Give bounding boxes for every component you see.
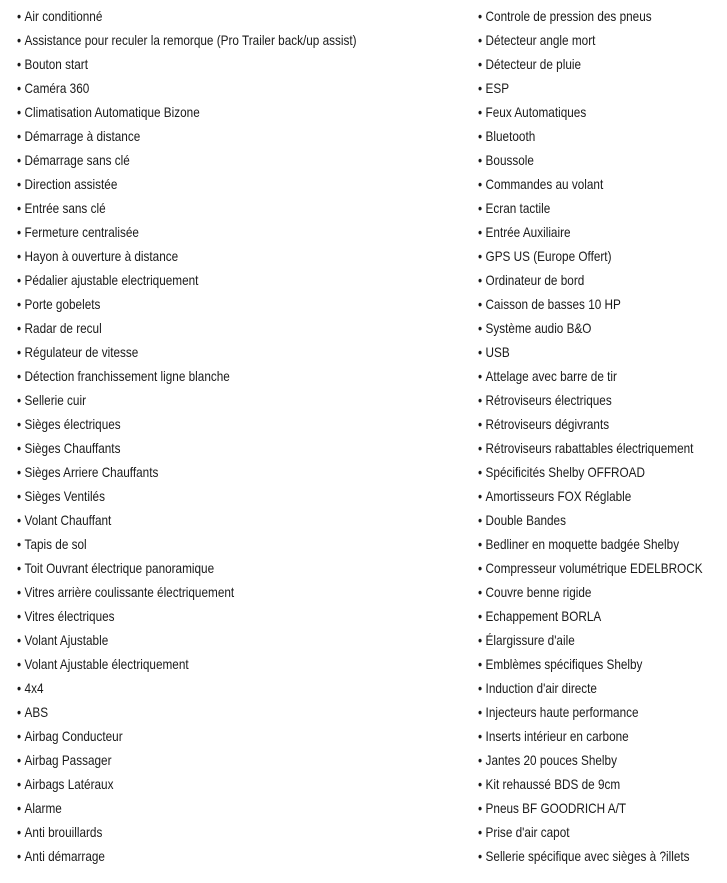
equipment-label: Détecteur angle mort: [485, 32, 596, 48]
equipment-label: Assistance pour reculer la remorque (Pro Trailer back/up assist): [24, 32, 357, 48]
bullet-icon: [478, 820, 486, 844]
bullet-icon: [17, 772, 25, 796]
bullet-icon: [17, 412, 25, 436]
bullet-icon: [478, 196, 486, 220]
bullet-icon: [17, 748, 25, 772]
equipment-item: [17, 196, 399, 220]
bullet-icon: [17, 244, 25, 268]
equipment-label: Tapis de sol: [24, 536, 87, 552]
bullet-icon: [17, 4, 25, 28]
bullet-icon: [17, 76, 25, 100]
equipment-item: [17, 28, 399, 52]
bullet-icon: [478, 172, 486, 196]
bullet-icon: [478, 460, 486, 484]
bullet-icon: [478, 364, 486, 388]
equipment-label: USB: [485, 344, 510, 360]
bullet-icon: [478, 388, 486, 412]
equipment-item: [478, 364, 687, 388]
equipment-list-right: [478, 4, 727, 868]
equipment-item: [478, 316, 687, 340]
equipment-label: Emblèmes spécifiques Shelby: [485, 656, 643, 672]
equipment-label: Sièges Ventilés: [24, 488, 105, 504]
equipment-item: [17, 292, 399, 316]
equipment-item: [478, 820, 687, 844]
bullet-icon: [478, 580, 486, 604]
bullet-icon: [17, 292, 25, 316]
bullet-icon: [17, 52, 25, 76]
equipment-item: [17, 4, 399, 28]
bullet-icon: [478, 124, 486, 148]
bullet-icon: [17, 676, 25, 700]
equipment-item: [17, 148, 399, 172]
equipment-label: Airbag Conducteur: [24, 728, 123, 744]
bullet-icon: [478, 244, 486, 268]
equipment-item: [478, 244, 687, 268]
bullet-icon: [478, 676, 486, 700]
equipment-label: Sièges Chauffants: [24, 440, 121, 456]
equipment-label: ABS: [24, 704, 49, 720]
equipment-item: [478, 628, 687, 652]
bullet-icon: [478, 700, 486, 724]
equipment-item: [17, 508, 399, 532]
equipment-item: [17, 172, 399, 196]
equipment-item: [478, 148, 687, 172]
bullet-icon: [478, 748, 486, 772]
bullet-icon: [17, 196, 25, 220]
equipment-item: [478, 220, 687, 244]
equipment-list-left: [17, 4, 472, 868]
equipment-label: Sièges Arriere Chauffants: [24, 464, 159, 480]
bullet-icon: [478, 340, 486, 364]
bullet-icon: [478, 28, 486, 52]
equipment-label: Caméra 360: [24, 80, 90, 96]
equipment-item: [478, 604, 687, 628]
bullet-icon: [478, 604, 486, 628]
equipment-item: [478, 52, 687, 76]
equipment-item: [17, 460, 399, 484]
bullet-icon: [17, 796, 25, 820]
equipment-label: GPS US (Europe Offert): [485, 248, 612, 264]
bullet-icon: [17, 604, 25, 628]
bullet-icon: [17, 100, 25, 124]
bullet-icon: [17, 580, 25, 604]
equipment-item: [478, 532, 687, 556]
equipment-item: [478, 28, 687, 52]
equipment-item: [17, 796, 399, 820]
equipment-label: Système audio B&O: [485, 320, 592, 336]
equipment-label: Rétroviseurs dégivrants: [485, 416, 610, 432]
equipment-item: [17, 844, 399, 868]
equipment-label: Entrée Auxiliaire: [485, 224, 571, 240]
bullet-icon: [17, 820, 25, 844]
equipment-item: [478, 484, 687, 508]
equipment-item: [478, 652, 687, 676]
equipment-label: Boussole: [485, 152, 534, 168]
equipment-label: Induction d'air directe: [485, 680, 597, 696]
equipment-item: [478, 196, 687, 220]
equipment-item: [478, 100, 687, 124]
equipment-item: [478, 724, 687, 748]
bullet-icon: [17, 652, 25, 676]
equipment-label: Régulateur de vitesse: [24, 344, 139, 360]
equipment-label: Feux Automatiques: [485, 104, 587, 120]
equipment-item: [17, 700, 399, 724]
equipment-label: Pneus BF GOODRICH A/T: [485, 800, 627, 816]
equipment-label: Volant Chauffant: [24, 512, 112, 528]
equipment-item: [478, 436, 694, 460]
bullet-icon: [478, 652, 486, 676]
equipment-item: [478, 172, 687, 196]
equipment-label: Ordinateur de bord: [485, 272, 585, 288]
equipment-label: Compresseur volumétrique EDELBROCK: [485, 560, 703, 576]
equipment-label: Couvre benne rigide: [485, 584, 592, 600]
equipment-item: [17, 100, 399, 124]
equipment-item: [478, 508, 687, 532]
bullet-icon: [17, 436, 25, 460]
equipment-item: [17, 436, 399, 460]
equipment-label: Jantes 20 pouces Shelby: [485, 752, 617, 768]
equipment-item: [17, 244, 399, 268]
equipment-label: Entrée sans clé: [24, 200, 106, 216]
equipment-label: Injecteurs haute performance: [485, 704, 639, 720]
bullet-icon: [17, 484, 25, 508]
equipment-item: [478, 748, 687, 772]
equipment-label: Airbag Passager: [24, 752, 112, 768]
equipment-label: Bedliner en moquette badgée Shelby: [485, 536, 680, 552]
equipment-label: Kit rehaussé BDS de 9cm: [485, 776, 621, 792]
equipment-item: [17, 580, 399, 604]
bullet-icon: [17, 124, 25, 148]
equipment-item: [478, 700, 687, 724]
equipment-label: Bluetooth: [485, 128, 536, 144]
equipment-item: [17, 748, 399, 772]
equipment-item: [478, 292, 687, 316]
bullet-icon: [17, 508, 25, 532]
equipment-label: Fermeture centralisée: [24, 224, 139, 240]
equipment-label: Double Bandes: [485, 512, 566, 528]
equipment-label: Détection franchissement ligne blanche: [24, 368, 230, 384]
bullet-icon: [17, 628, 25, 652]
equipment-item: [17, 268, 399, 292]
bullet-icon: [478, 484, 486, 508]
equipment-item: [478, 340, 687, 364]
equipment-item: [478, 580, 687, 604]
equipment-item: [478, 844, 690, 868]
bullet-icon: [478, 436, 486, 460]
equipment-label: Démarrage à distance: [24, 128, 141, 144]
bullet-icon: [478, 556, 486, 580]
bullet-icon: [17, 460, 25, 484]
equipment-label: Hayon à ouverture à distance: [24, 248, 179, 264]
equipment-label: Spécificités Shelby OFFROAD: [485, 464, 646, 480]
bullet-icon: [478, 76, 486, 100]
bullet-icon: [478, 412, 486, 436]
bullet-icon: [478, 316, 486, 340]
equipment-label: Alarme: [24, 800, 62, 816]
equipment-label: 4x4: [24, 680, 44, 696]
equipment-label: Toit Ouvrant électrique panoramique: [24, 560, 215, 576]
equipment-item: [17, 388, 399, 412]
bullet-icon: [17, 724, 25, 748]
equipment-item: [17, 364, 399, 388]
equipment-item: [17, 340, 399, 364]
equipment-label: Sellerie cuir: [24, 392, 86, 408]
equipment-label: Sellerie spécifique avec sièges à ?illets: [485, 848, 690, 864]
equipment-label: Volant Ajustable: [24, 632, 109, 648]
bullet-icon: [17, 388, 25, 412]
equipment-item: [17, 484, 399, 508]
equipment-label: Bouton start: [24, 56, 88, 72]
equipment-item: [17, 316, 399, 340]
equipment-label: Inserts intérieur en carbone: [485, 728, 629, 744]
equipment-item: [17, 532, 399, 556]
equipment-label: Anti brouillards: [24, 824, 103, 840]
equipment-label: Vitres arrière coulissante électriquement: [24, 584, 235, 600]
equipment-label: Volant Ajustable électriquement: [24, 656, 189, 672]
equipment-item: [478, 4, 687, 28]
bullet-icon: [478, 844, 486, 868]
equipment-label: Prise d'air capot: [485, 824, 570, 840]
equipment-label: Radar de recul: [24, 320, 102, 336]
bullet-icon: [478, 532, 486, 556]
equipment-label: Ecran tactile: [485, 200, 551, 216]
bullet-icon: [478, 52, 486, 76]
equipment-item: [478, 460, 687, 484]
equipment-item: [17, 220, 399, 244]
equipment-label: Sièges électriques: [24, 416, 121, 432]
equipment-item: [17, 604, 399, 628]
equipment-label: Commandes au volant: [485, 176, 604, 192]
bullet-icon: [478, 508, 486, 532]
equipment-label: Direction assistée: [24, 176, 118, 192]
equipment-label: ESP: [485, 80, 510, 96]
equipment-item: [478, 412, 687, 436]
equipment-label: Attelage avec barre de tir: [485, 368, 617, 384]
bullet-icon: [17, 340, 25, 364]
equipment-item: [478, 676, 687, 700]
equipment-label: Caisson de basses 10 HP: [485, 296, 621, 312]
equipment-label: Echappement BORLA: [485, 608, 602, 624]
equipment-item: [478, 772, 687, 796]
equipment-label: Airbags Latéraux: [24, 776, 114, 792]
equipment-item: [478, 556, 703, 580]
equipment-label: Pédalier ajustable electriquement: [24, 272, 199, 288]
bullet-icon: [17, 148, 25, 172]
equipment-label: Amortisseurs FOX Réglable: [485, 488, 632, 504]
equipment-label: Démarrage sans clé: [24, 152, 130, 168]
bullet-icon: [17, 556, 25, 580]
equipment-label: Rétroviseurs rabattables électriquement: [485, 440, 694, 456]
equipment-label: Air conditionné: [24, 8, 103, 24]
equipment-label: Vitres électriques: [24, 608, 115, 624]
bullet-icon: [17, 700, 25, 724]
equipment-label: Élargissure d'aile: [485, 632, 575, 648]
bullet-icon: [17, 532, 25, 556]
equipment-item: [17, 124, 399, 148]
bullet-icon: [17, 844, 25, 868]
bullet-icon: [478, 220, 486, 244]
bullet-icon: [478, 268, 486, 292]
bullet-icon: [17, 220, 25, 244]
equipment-label: Controle de pression des pneus: [485, 8, 652, 24]
equipment-item: [478, 268, 687, 292]
bullet-icon: [478, 148, 486, 172]
equipment-item: [478, 124, 687, 148]
bullet-icon: [17, 172, 25, 196]
equipment-label: Rétroviseurs électriques: [485, 392, 612, 408]
equipment-item: [17, 820, 399, 844]
equipment-label: Anti démarrage: [24, 848, 105, 864]
bullet-icon: [17, 316, 25, 340]
bullet-icon: [478, 100, 486, 124]
equipment-item: [478, 76, 687, 100]
equipment-item: [17, 628, 399, 652]
equipment-item: [17, 52, 399, 76]
bullet-icon: [478, 796, 486, 820]
equipment-item: [17, 556, 399, 580]
bullet-icon: [17, 268, 25, 292]
equipment-item: [17, 76, 399, 100]
equipment-item: [17, 412, 399, 436]
bullet-icon: [478, 724, 486, 748]
bullet-icon: [478, 772, 486, 796]
equipment-item: [17, 652, 399, 676]
equipment-item: [17, 676, 399, 700]
equipment-item: [478, 796, 687, 820]
bullet-icon: [478, 4, 486, 28]
bullet-icon: [17, 364, 25, 388]
bullet-icon: [478, 628, 486, 652]
equipment-item: [478, 388, 687, 412]
equipment-label: Climatisation Automatique Bizone: [24, 104, 200, 120]
equipment-label: Porte gobelets: [24, 296, 101, 312]
equipment-item: [17, 724, 399, 748]
equipment-label: Détecteur de pluie: [485, 56, 582, 72]
equipment-item: [17, 772, 399, 796]
bullet-icon: [17, 28, 25, 52]
bullet-icon: [478, 292, 486, 316]
